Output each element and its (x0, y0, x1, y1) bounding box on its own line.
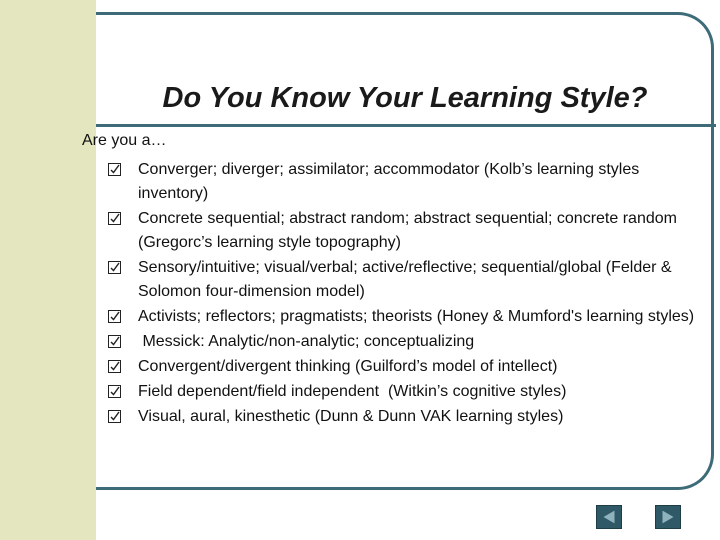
checkbox-checked-icon (108, 385, 121, 398)
bullet-text: Activists; reflectors; pragmatists; theorists (Honey & Mumford's learning styles) (138, 308, 695, 325)
intro-text: Are you a… (82, 132, 167, 149)
checkbox-checked-icon (108, 335, 121, 348)
bullet-text: Convergent/divergent thinking (Guilford’s model of intellect) (138, 358, 558, 375)
left-decorative-band (0, 0, 96, 540)
bullet-text: Messick: Analytic/non-analytic; conceptualizing (138, 333, 475, 350)
bullet-text: Field dependent/field independent (Witkin’s cognitive styles) (138, 383, 567, 400)
previous-slide-button[interactable] (596, 505, 622, 529)
checkbox-checked-icon (108, 261, 121, 274)
list-item (108, 207, 700, 255)
list-item (108, 405, 700, 429)
list-item (108, 355, 700, 379)
list-item (108, 330, 700, 354)
bullet-text: Converger; diverger; assimilator; accommodator (Kolb’s learning styles inventory) (138, 161, 640, 202)
list-item (108, 380, 700, 404)
checkbox-checked-icon (108, 163, 121, 176)
title-divider (96, 124, 716, 127)
list-item (108, 305, 700, 329)
slide-title: Do You Know Your Learning Style? (162, 82, 648, 114)
checkbox-checked-icon (108, 360, 121, 373)
list-item (108, 256, 700, 304)
triangle-right-icon (656, 506, 680, 528)
bullet-text: Visual, aural, kinesthetic (Dunn & Dunn VAK learning styles) (138, 408, 564, 425)
bullet-list (108, 158, 700, 430)
bullet-text: Concrete sequential; abstract random; abstract sequential; concrete random (Gregorc’s learning style topography) (138, 210, 677, 251)
list-item (108, 158, 700, 206)
next-slide-button[interactable] (655, 505, 681, 529)
checkbox-checked-icon (108, 310, 121, 323)
triangle-left-icon (597, 506, 621, 528)
bullet-text: Sensory/intuitive; visual/verbal; active/reflective; sequential/global (Felder & Solomon four-dimension model) (138, 259, 672, 300)
checkbox-checked-icon (108, 212, 121, 225)
checkbox-checked-icon (108, 410, 121, 423)
